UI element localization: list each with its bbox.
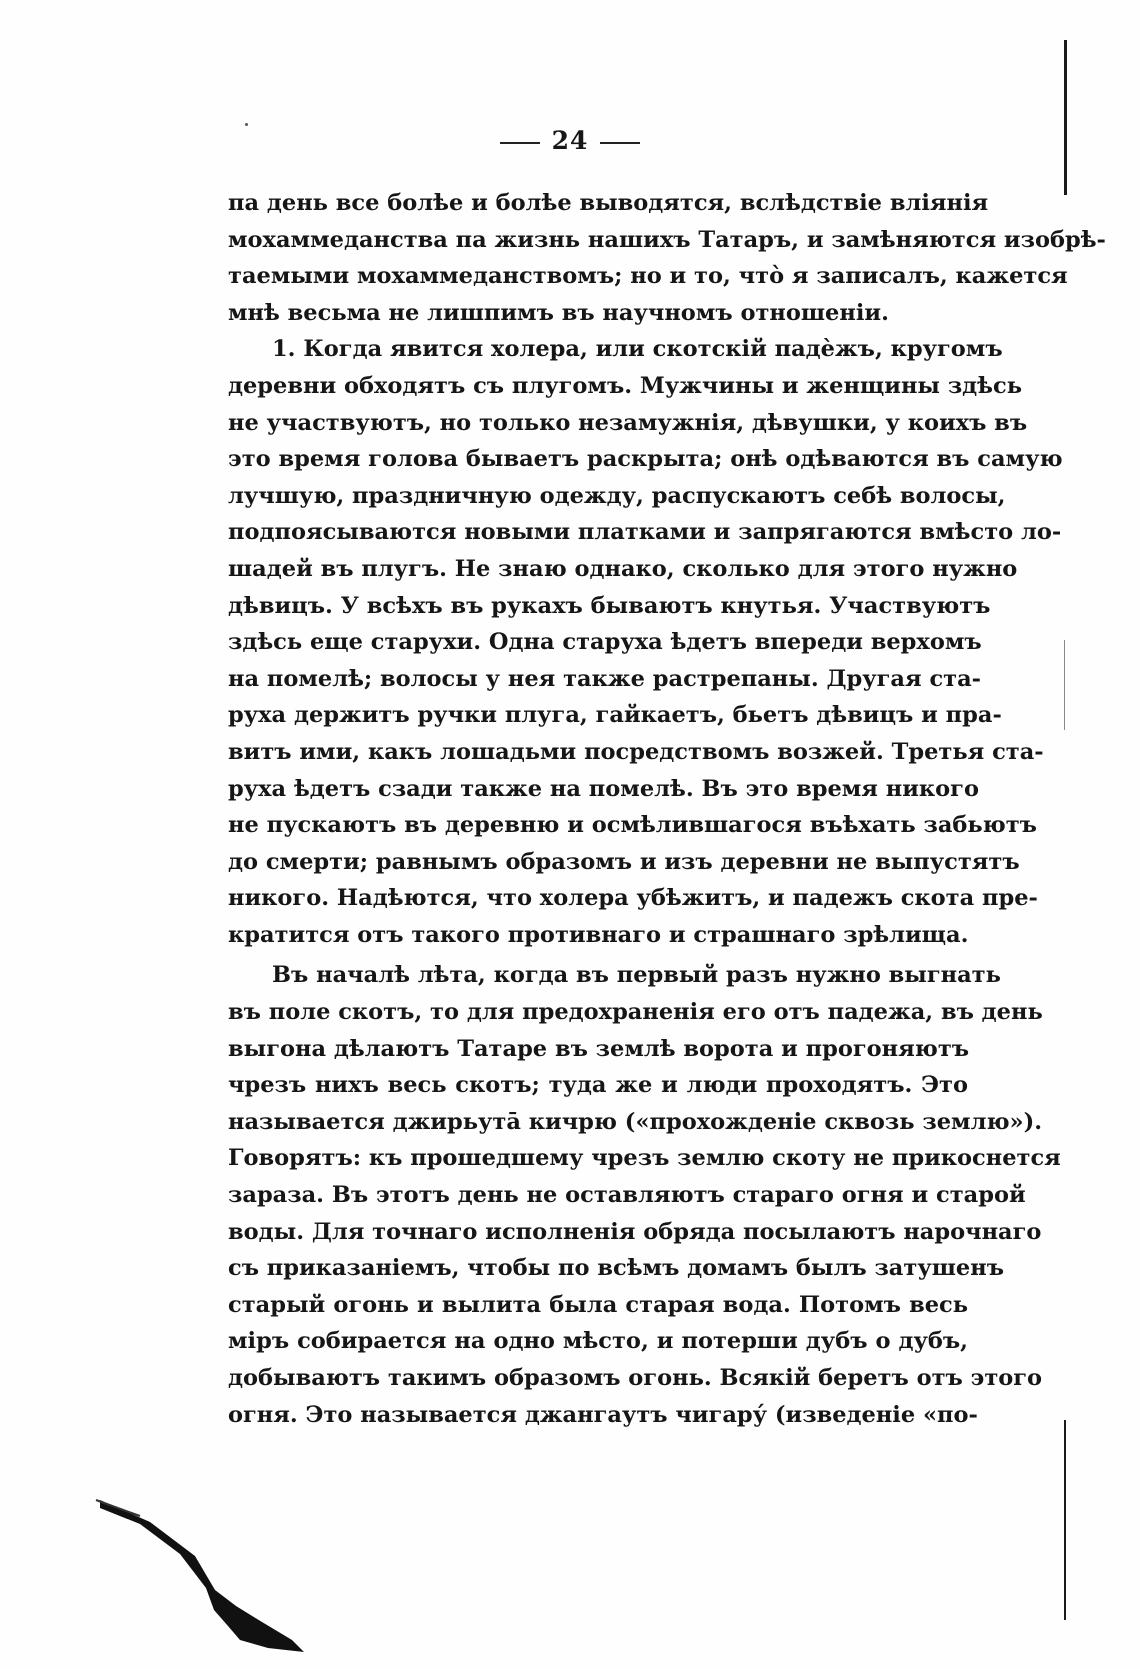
text-line: мнѣ весьма не лишпимъ въ научномъ отношеніи. [228,299,889,326]
text-line: старый огонь и вылита была старая вода. Потомъ весь [228,1291,968,1318]
text-line: подпоясываются новыми платками и запрягаются вмѣсто ло- [228,519,1062,546]
text-line: кратится отъ такого противнаго и страшнаго зрѣлища. [228,921,969,948]
text-line: въ поле скотъ, то для предохраненія его отъ падежа, въ день [228,999,1043,1026]
text-line: никого. Надѣются, что холера убѣжитъ, и падежъ скота пре- [228,885,1038,912]
text-line: до смерти; равнымъ образомъ и изъ деревни не выпустятъ [228,848,1020,875]
text-line: добываютъ такимъ образомъ огонь. Всякій беретъ отъ этого [228,1365,1043,1391]
text-line: мохаммеданства па жизнь нашихъ Татаръ, и замѣняются изобрѣ- [228,226,1106,253]
text-line: не пускаютъ въ деревню и осмѣлившагося въѣхать забьютъ [228,812,1037,839]
text-line: міръ собирается на одно мѣсто, и потерши дубъ о дубъ, [228,1328,968,1355]
text-line: шадей въ плугъ. Не знаю однако, сколько для этого нужно [228,555,1018,582]
text-line: руха ѣдетъ сзади также на помелѣ. Въ это время никого [228,775,979,802]
text-line: на помелѣ; волосы у нея также растрепаны. Другая ста- [228,665,982,692]
text-line: 1. Когда явится холера, или скотскій падѐжъ, кругомъ [272,336,1003,363]
text-line: деревни обходятъ съ плугомъ. Мужчины и женщины здѣсь [228,372,1022,399]
text-line: называется джирьутā кичрю («прохожденіе сквозь землю»). [228,1108,1043,1135]
text-line: воды. Для точнаго исполненія обряда посылаютъ нарочнаго [228,1218,1042,1245]
page-number-value: 24 [551,126,589,155]
text-line: это время голова бываетъ раскрыта; онѣ одѣваются въ самую [228,446,1063,473]
text-line: па день все болѣе и болѣе выводятся, вслѣдствіе вліянія [228,190,989,216]
text-line: выгона дѣлаютъ Татаре въ землѣ ворота и прогоняютъ [228,1035,970,1062]
scan-edge-smudge-shape [100,1500,304,1652]
text-line: съ приказаніемъ, чтобы по всѣмъ домамъ былъ затушенъ [228,1255,1004,1282]
text-line: Говорятъ: къ прошедшему чрезъ землю скоту не прикоснется [228,1145,1061,1172]
text-line: не участвуютъ, но только незамужнія, дѣвушки, у коихъ въ [228,409,1028,436]
text-line: чрезъ нихъ весь скотъ; туда же и люди проходятъ. Это [228,1072,968,1099]
text-line: здѣсь еще старухи. Одна старуха ѣдетъ впереди верхомъ [228,629,982,656]
text-line: таемыми мохаммеданствомъ; но и то, что̀ я записалъ, кажется [228,263,1068,290]
text-line: Въ началѣ лѣта, когда въ первый разъ нужно выгнать [272,962,1001,989]
text-line: витъ ими, какъ лошадьми посредствомъ возжей. Третья ста- [228,738,1044,765]
text-line: лучшую, праздничную одежду, распускаютъ себѣ волосы, [228,482,1006,509]
text-line: зараза. Въ этотъ день не оставляютъ стараго огня и старой [228,1182,1026,1209]
text-line: дѣвицъ. У всѣхъ въ рукахъ бываютъ кнутья. Участвуютъ [228,592,991,619]
text-line: огня. Это называется джангаутъ чигару́ (изведеніе «по- [228,1401,978,1428]
text-line: руха держитъ ручки плуга, гайкаетъ, бьетъ дѣвицъ и пра- [228,702,1002,729]
